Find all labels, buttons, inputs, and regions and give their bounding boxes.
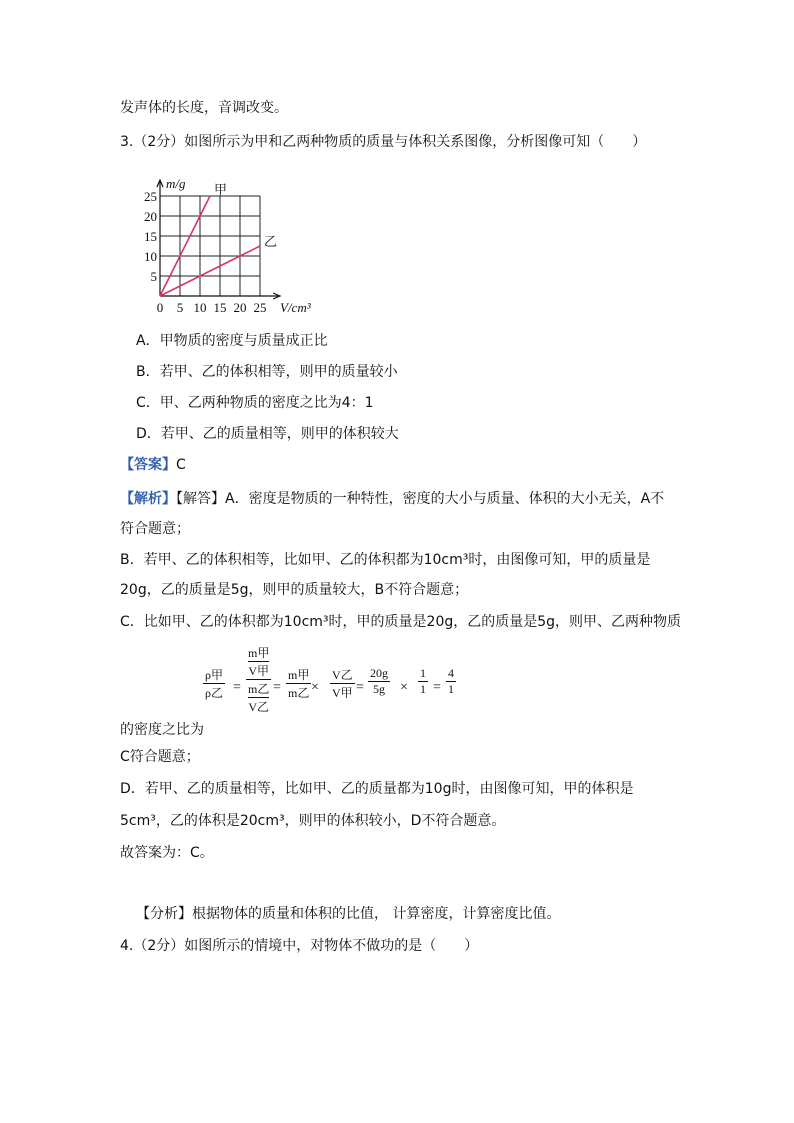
x-tick-label: 0: [156, 300, 164, 315]
question-4-title: 4.（2分）如图所示的情境中，对物体不做功的是（ ）: [120, 938, 479, 954]
option-b: B．若甲、乙的体积相等，则甲的质量较小: [136, 364, 398, 380]
analysis-line-1: [120, 489, 664, 509]
fenxi-text: 根据物体的质量和体积的比值， 计算密度，计算密度比值。: [192, 906, 561, 922]
m-yi: m乙: [288, 686, 310, 700]
answer-line: [120, 455, 186, 475]
val-5g: 5g: [373, 682, 385, 696]
option-d: D．若甲、乙的质量相等，则甲的体积较大: [136, 426, 399, 442]
m-jia-top: m甲: [248, 646, 270, 660]
x-tick-label: 20: [233, 300, 247, 315]
series-line-jia: [160, 196, 210, 296]
one-bottom: 1: [420, 682, 426, 696]
chart-axes: [157, 180, 280, 299]
frac-rho: [203, 666, 225, 701]
times-2: ×: [400, 680, 408, 695]
v-jia-top: V甲: [248, 661, 269, 679]
four: 4: [448, 666, 454, 680]
d-line-1: D．若甲、乙的质量相等，比如甲、乙的质量都为10g时，由图像可知，甲的体积是: [120, 781, 634, 797]
series-label-jia: 甲: [214, 182, 228, 197]
x-axis-label: V/cm³: [280, 300, 311, 315]
fenxi-line: [136, 904, 560, 924]
x-tick-label: 10: [193, 300, 207, 315]
fenxi-tag: 【分析】: [136, 906, 192, 922]
frac-mass: [286, 666, 311, 701]
x-tick-label: 25: [253, 300, 267, 315]
equals-4: =: [433, 680, 441, 695]
frac-one: [418, 666, 428, 697]
chart-grid: [160, 196, 260, 296]
option-c: C．甲、乙两种物质的密度之比为4：1: [136, 395, 374, 411]
equals-2: =: [273, 680, 281, 695]
series-line-yi: [160, 246, 260, 296]
series-label-yi: 乙: [264, 234, 278, 249]
analysis-line-2: 符合题意；: [120, 521, 190, 537]
d-line-2: 5cm³，乙的体积是20cm³，则甲的体积较小，D不符合题意。: [120, 813, 506, 829]
question-3-title: 3.（2分）如图所示为甲和乙两种物质的质量与体积关系图像，分析图像可知（ ）: [120, 134, 647, 150]
frac-compound: [246, 644, 271, 715]
analysis-tag: 【解析】: [120, 491, 176, 507]
m-yi-bottom: m乙: [248, 682, 270, 696]
c-line-1: C．比如甲、乙的体积都为10cm³时，甲的质量是20g，乙的质量是5g，则甲、乙两种物质: [120, 614, 682, 630]
frac-result: [446, 666, 456, 697]
y-axis-label: m/g: [166, 176, 186, 191]
c-line-3: C符合题意；: [120, 749, 200, 765]
b-line-2: 20g，乙的质量是5g，则甲的质量较大，B不符合题意；: [120, 582, 469, 598]
frac-volume: [330, 666, 355, 701]
rho-yi: ρ乙: [205, 686, 223, 700]
one-top: 1: [420, 666, 426, 680]
m-jia: m甲: [288, 668, 310, 682]
rho-jia: ρ甲: [205, 668, 223, 682]
y-tick-label: 5: [150, 269, 157, 284]
v-yi: V乙: [332, 668, 353, 682]
y-tick-label: 20: [144, 209, 157, 224]
val-20g: 20g: [370, 666, 388, 680]
y-tick-label: 15: [144, 229, 157, 244]
mass-volume-chart: [140, 168, 340, 318]
x-tick-label: 15: [213, 300, 227, 315]
equals-1: =: [233, 680, 241, 695]
c-line-2: 的密度之比为: [120, 722, 204, 738]
v-jia: V甲: [332, 686, 353, 700]
frac-values: [368, 666, 390, 697]
answer-value: C: [176, 457, 186, 473]
b-line-1: B．若甲、乙的体积相等，比如甲、乙的体积都为10cm³时，由图像可知，甲的质量是: [120, 552, 651, 568]
y-tick-label: 10: [144, 249, 157, 264]
equals-3: =: [356, 680, 364, 695]
chart-labels: [166, 176, 312, 315]
x-tick-label: 5: [176, 300, 184, 315]
previous-line: 发声体的长度，音调改变。: [120, 100, 288, 116]
chart-series: [160, 196, 260, 296]
y-tick-label: 25: [144, 189, 157, 204]
conclusion: 故答案为：C。: [120, 845, 214, 861]
v-yi-bottom: V乙: [248, 697, 269, 715]
analysis-text-1: 【解答】A．密度是物质的一种特性，密度的大小与质量、体积的大小无关，A不: [176, 491, 665, 507]
answer-tag: 【答案】: [120, 457, 176, 473]
times-1: ×: [311, 680, 319, 695]
option-a: A．甲物质的密度与质量成正比: [136, 333, 328, 349]
one-result: 1: [448, 682, 454, 696]
